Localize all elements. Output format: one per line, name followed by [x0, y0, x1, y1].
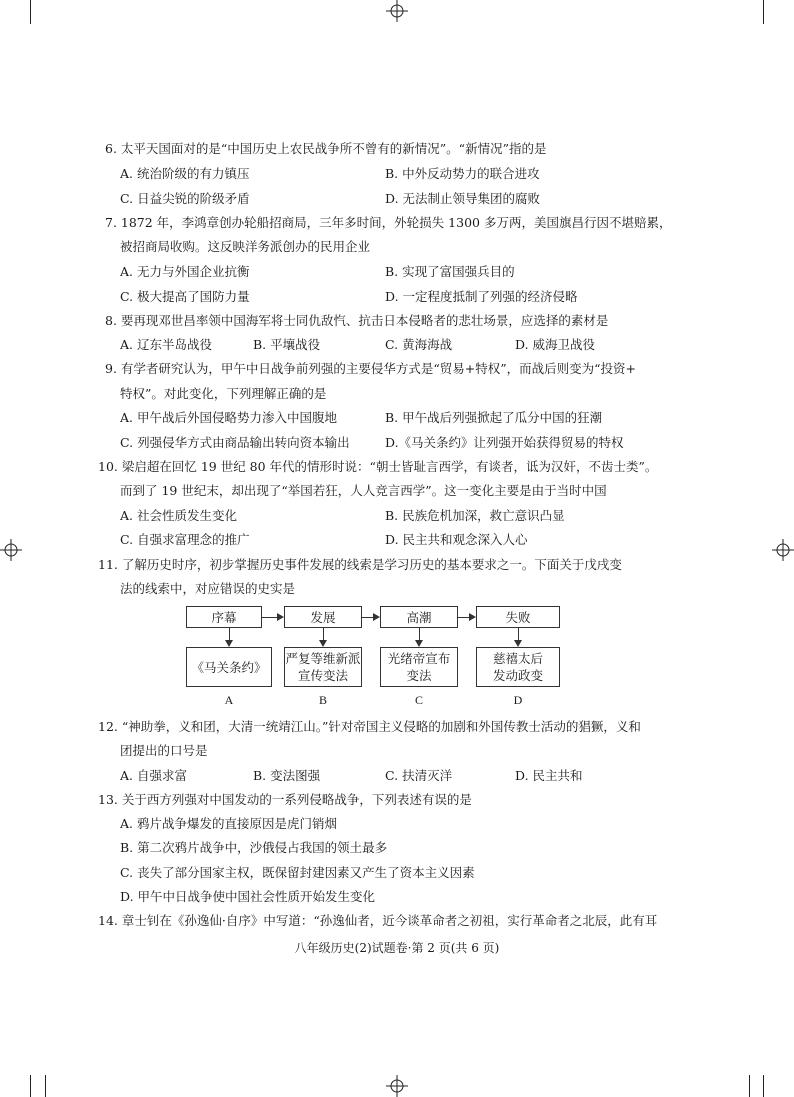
- arrow-head-icon: [373, 613, 380, 621]
- q6-option-b[interactable]: B. 中外反动势力的联合进攻: [385, 166, 540, 181]
- q13-option-a[interactable]: A. 鸦片战争爆发的直接原因是虎门销烟: [120, 816, 337, 831]
- option-label[interactable]: D: [513, 693, 523, 707]
- event-box: 慈禧太后 发动政变: [476, 647, 560, 687]
- q12-option-d[interactable]: D. 民主共和: [515, 768, 583, 783]
- question-14-stem: 14. 章士钊在《孙逸仙·自序》中写道：“孙逸仙者，近今谈革命者之初祖，实行革命者之北辰，此有耳: [98, 913, 658, 928]
- arrow-head-icon: [277, 613, 284, 621]
- q7-option-b[interactable]: B. 实现了富国强兵目的: [385, 264, 515, 279]
- arrow-line: [362, 617, 373, 618]
- arrow-head-icon: [225, 640, 233, 647]
- q8-option-d[interactable]: D. 威海卫战役: [515, 337, 596, 352]
- stage-box: 高潮: [380, 606, 458, 628]
- event-box: 《马关条约》: [186, 647, 272, 687]
- event-box: 光绪帝宣布 变法: [380, 647, 458, 687]
- q12-option-c[interactable]: C. 扶清灭洋: [385, 768, 453, 783]
- page-footer: 八年级历史(2)试题卷·第 2 页(共 6 页): [294, 941, 500, 955]
- q9-option-c[interactable]: C. 列强侵华方式由商品输出转向资本输出: [120, 435, 350, 450]
- q13-option-d[interactable]: D. 甲午中日战争使中国社会性质开始发生变化: [120, 889, 376, 904]
- crop-mark: [45, 1075, 46, 1097]
- question-12-stem-cont: 团提出的口号是: [120, 743, 208, 758]
- q12-option-a[interactable]: A. 自强求富: [120, 768, 187, 783]
- arrow-line: [458, 617, 469, 618]
- q10-option-c[interactable]: C. 自强求富理念的推广: [120, 532, 250, 547]
- arrow-head-icon: [469, 613, 476, 621]
- arrow-line: [323, 628, 324, 640]
- q8-option-b[interactable]: B. 平壤战役: [253, 337, 321, 352]
- question-11-stem-cont: 法的线索中，对应错误的史实是: [120, 581, 296, 596]
- q9-option-d[interactable]: D.《马关条约》让列强开始获得贸易的特权: [385, 435, 624, 450]
- question-9-stem-cont: 特权”。对此变化，下列理解正确的是: [120, 386, 327, 401]
- question-6-stem: 6. 太平天国面对的是“中国历史上农民战争所不曾有的新情况”。“新情况”指的是: [105, 141, 547, 156]
- registration-mark-icon: [386, 1075, 408, 1097]
- q9-option-a[interactable]: A. 甲午战后外国侵略势力渗入中国腹地: [120, 410, 337, 425]
- stage-box: 失败: [476, 606, 560, 628]
- crop-mark: [30, 0, 31, 24]
- arrow-head-icon: [514, 640, 522, 647]
- option-label[interactable]: B: [318, 693, 327, 707]
- q10-option-d[interactable]: D. 民主共和观念深入人心: [385, 532, 528, 547]
- stage-box: 发展: [284, 606, 362, 628]
- q8-option-a[interactable]: A. 辽东半岛战役: [120, 337, 212, 352]
- q7-option-a[interactable]: A. 无力与外国企业抗衡: [120, 264, 250, 279]
- event-box: 严复等维新派 宣传变法: [284, 647, 362, 687]
- q10-option-a[interactable]: A. 社会性质发生变化: [120, 508, 237, 523]
- q9-option-b[interactable]: B. 甲午战后列强掀起了瓜分中国的狂潮: [385, 410, 603, 425]
- q13-option-c[interactable]: C. 丧失了部分国家主权，既保留封建因素又产生了资本主义因素: [120, 865, 475, 880]
- question-9-stem: 9. 有学者研究认为，甲午中日战争前列强的主要侵华方式是“贸易+特权”，而战后则变为“投资+: [105, 361, 637, 376]
- option-label[interactable]: C: [414, 693, 423, 707]
- crop-mark: [763, 0, 764, 24]
- q7-option-d[interactable]: D. 一定程度抵制了列强的经济侵略: [385, 289, 578, 304]
- q6-option-a[interactable]: A. 统治阶级的有力镇压: [120, 166, 250, 181]
- q12-option-b[interactable]: B. 变法图强: [253, 768, 321, 783]
- question-7-stem: 7. 1872 年，李鸿章创办轮船招商局，三年多时间，外轮损失 1300 多万两，美国旗昌行因不堪赔累，: [105, 215, 672, 230]
- q10-option-b[interactable]: B. 民族危机加深，救亡意识凸显: [385, 508, 565, 523]
- registration-mark-icon: [386, 0, 408, 22]
- arrow-line: [229, 628, 230, 640]
- arrow-line: [518, 628, 519, 640]
- question-12-stem: 12. “神助拳，义和团，大清一统靖江山。”针对帝国主义侵略的加剧和外国传教士活动的猖獗，义和: [98, 719, 641, 734]
- question-13-stem: 13. 关于西方列强对中国发动的一系列侵略战争，下列表述有误的是: [98, 792, 472, 807]
- crop-mark: [30, 1075, 31, 1097]
- question-10-stem-cont: 而到了 19 世纪末，却出现了“举国若狂，人人竞言西学”。这一变化主要是由于当时中国: [120, 483, 607, 498]
- q6-option-c[interactable]: C. 日益尖锐的阶级矛盾: [120, 191, 250, 206]
- question-8-stem: 8. 要再现邓世昌率领中国海军将士同仇敌忾、抗击日本侵略者的悲壮场景，应选择的素材是: [105, 313, 609, 328]
- question-7-stem-cont: 被招商局收购。这反映洋务派创办的民用企业: [120, 239, 371, 254]
- q7-option-c[interactable]: C. 极大提高了国防力量: [120, 289, 250, 304]
- stage-box: 序幕: [186, 606, 262, 628]
- q13-option-b[interactable]: B. 第二次鸦片战争中，沙俄侵占我国的领土最多: [120, 840, 388, 855]
- arrow-head-icon: [415, 640, 423, 647]
- crop-mark: [763, 1075, 764, 1097]
- option-label[interactable]: A: [224, 693, 234, 707]
- arrow-head-icon: [319, 640, 327, 647]
- q6-option-d[interactable]: D. 无法制止领导集团的腐败: [385, 191, 541, 206]
- registration-mark-icon: [772, 539, 794, 561]
- registration-mark-icon: [0, 539, 22, 561]
- arrow-line: [419, 628, 420, 640]
- q8-option-c[interactable]: C. 黄海海战: [385, 337, 453, 352]
- question-11-stem: 11. 了解历史时序，初步掌握历史事件发展的线索是学习历史的基本要求之一。下面关于戊戌变: [98, 557, 622, 572]
- arrow-line: [262, 617, 277, 618]
- crop-mark: [749, 1075, 750, 1097]
- question-10-stem: 10. 梁启超在回忆 19 世纪 80 年代的情形时说：“朝士皆耻言西学，有谈者，诋为汉奸，不齿士类”。: [98, 459, 658, 474]
